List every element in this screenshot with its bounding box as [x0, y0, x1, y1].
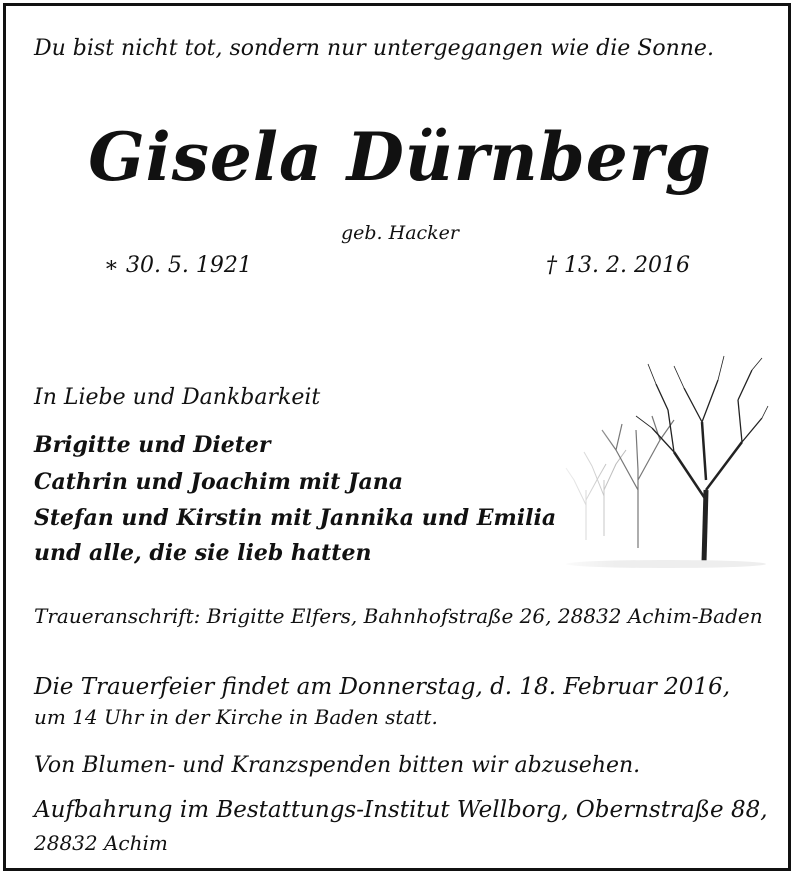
ceremony-line: Die Trauerfeier findet am Donnerstag, d. 18. Februar 2016,: [34, 674, 731, 700]
flowers-note: Von Blumen- und Kranzspenden bitten wir abzusehen.: [34, 753, 641, 778]
winter-trees-illustration: [556, 340, 770, 570]
family-line: Brigitte und Dieter: [34, 432, 271, 458]
deceased-name: Gisela Dürnberg: [88, 118, 712, 196]
motto-quote: Du bist nicht tot, sondern nur untergegangen wie die Sonne.: [34, 36, 714, 61]
birth-date: ∗ 30. 5. 1921: [104, 253, 252, 278]
laying-out-line: Aufbahrung im Bestattungs-Institut Wellborg, Obernstraße 88,: [34, 797, 768, 823]
family-line: und alle, die sie lieb hatten: [34, 540, 372, 566]
family-line: Stefan und Kirstin mit Jannika und Emilia: [34, 505, 557, 531]
birth-name: geb. Hacker: [340, 222, 460, 244]
dedication-line: In Liebe und Dankbarkeit: [34, 385, 321, 410]
ceremony-line: um 14 Uhr in der Kirche in Baden statt.: [34, 705, 438, 729]
laying-out-line: 28832 Achim: [34, 831, 168, 855]
mourning-address: Traueranschrift: Brigitte Elfers, Bahnhofstraße 26, 28832 Achim-Baden: [34, 604, 763, 628]
family-line: Cathrin und Joachim mit Jana: [34, 469, 403, 495]
death-date: † 13. 2. 2016: [546, 253, 690, 278]
